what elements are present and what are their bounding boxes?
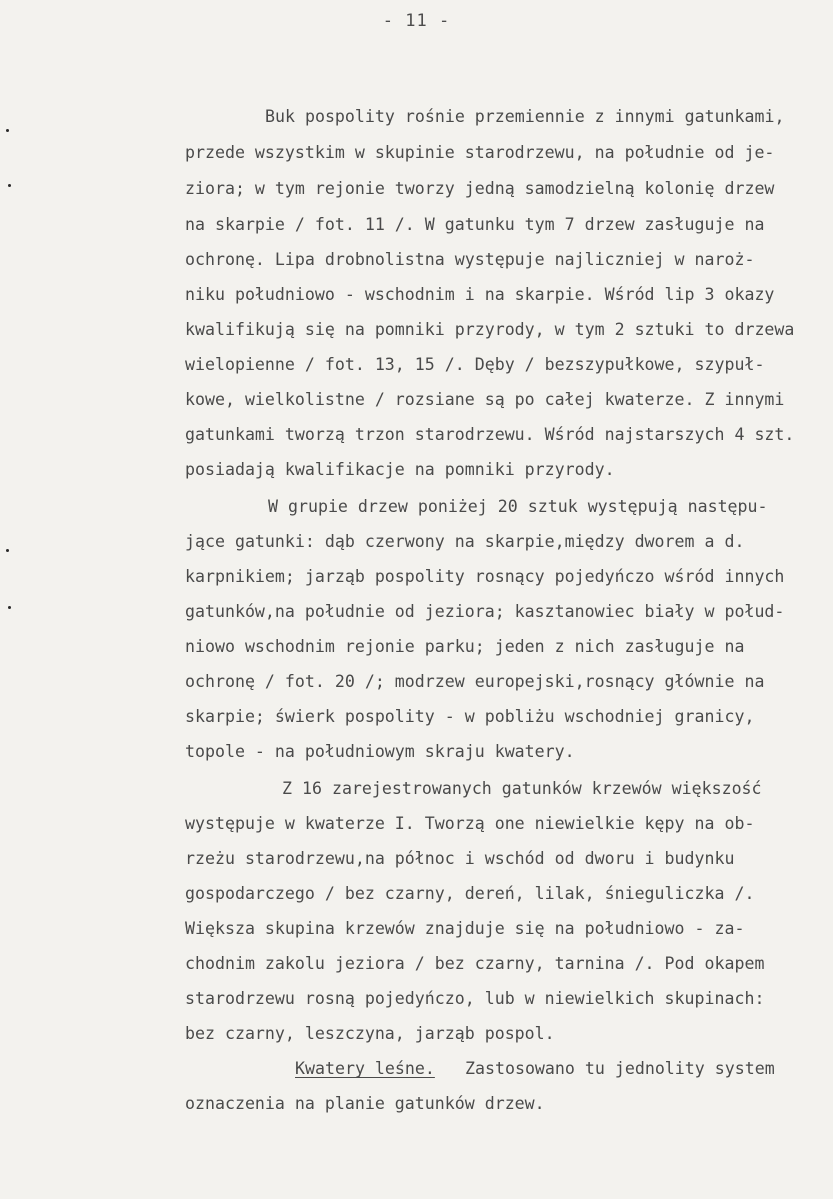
text-line: kowe, wielkolistne / rozsiane są po całej kwaterze. Z innymi xyxy=(185,390,785,409)
text-line: topole - na południowym skraju kwatery. xyxy=(185,742,575,761)
text-line: Zastosowano tu jednolity system xyxy=(465,1059,775,1078)
text-line: ochronę / fot. 20 /; modrzew europejski,rosnący głównie na xyxy=(185,672,765,691)
text-line: wielopienne / fot. 13, 15 /. Dęby / bezszypułkowe, szypuł- xyxy=(185,355,765,374)
text-line: bez czarny, leszczyna, jarząb pospol. xyxy=(185,1024,555,1043)
section-heading: Kwatery leśne. xyxy=(295,1059,435,1078)
text-line: ochronę. Lipa drobnolistna występuje najliczniej w naroż- xyxy=(185,250,755,269)
margin-mark xyxy=(8,606,11,609)
text-line: gatunkami tworzą trzon starodrzewu. Wśród najstarszych 4 szt. xyxy=(185,425,795,444)
text-line: ziora; w tym rejonie tworzy jedną samodzielną kolonię drzew xyxy=(185,179,775,198)
text-line: skarpie; świerk pospolity - w pobliżu wschodniej granicy, xyxy=(185,707,755,726)
text-line: występuje w kwaterze I. Tworzą one niewielkie kępy na ob- xyxy=(185,814,755,833)
text-line: przede wszystkim w skupinie starodrzewu, na południe od je- xyxy=(185,143,775,162)
text-line: chodnim zakolu jeziora / bez czarny, tarnina /. Pod okapem xyxy=(185,954,765,973)
text-line: jące gatunki: dąb czerwony na skarpie,między dworem a d. xyxy=(185,532,745,551)
text-line: Z 16 zarejestrowanych gatunków krzewów większość xyxy=(282,779,762,798)
text-line: kwalifikują się na pomniki przyrody, w tym 2 sztuki to drzewa xyxy=(185,320,795,339)
page-number: - 11 - xyxy=(382,11,451,31)
text-line: niku południowo - wschodnim i na skarpie. Wśród lip 3 okazy xyxy=(185,285,775,304)
text-line: Buk pospolity rośnie przemiennie z innymi gatunkami, xyxy=(265,107,785,126)
text-line: oznaczenia na planie gatunków drzew. xyxy=(185,1094,545,1113)
text-line: Większa skupina krzewów znajduje się na południowo - za- xyxy=(185,919,745,938)
margin-mark xyxy=(6,549,9,552)
text-line: karpnikiem; jarząb pospolity rosnący pojedyńczo wśród innych xyxy=(185,567,785,586)
text-line: gospodarczego / bez czarny, dereń, lilak, śnieguliczka /. xyxy=(185,884,755,903)
text-line: posiadają kwalifikacje na pomniki przyrody. xyxy=(185,460,615,479)
text-line: W grupie drzew poniżej 20 sztuk występują następu- xyxy=(268,497,768,516)
margin-mark xyxy=(8,184,11,187)
margin-mark xyxy=(6,129,9,132)
text-line: gatunków,na południe od jeziora; kasztanowiec biały w połud- xyxy=(185,602,785,621)
text-line: rzeżu starodrzewu,na północ i wschód od dworu i budynku xyxy=(185,849,735,868)
text-line: niowo wschodnim rejonie parku; jeden z nich zasługuje na xyxy=(185,637,745,656)
text-line: starodrzewu rosną pojedyńczo, lub w niewielkich skupinach: xyxy=(185,989,765,1008)
text-line: na skarpie / fot. 11 /. W gatunku tym 7 drzew zasługuje na xyxy=(185,215,765,234)
